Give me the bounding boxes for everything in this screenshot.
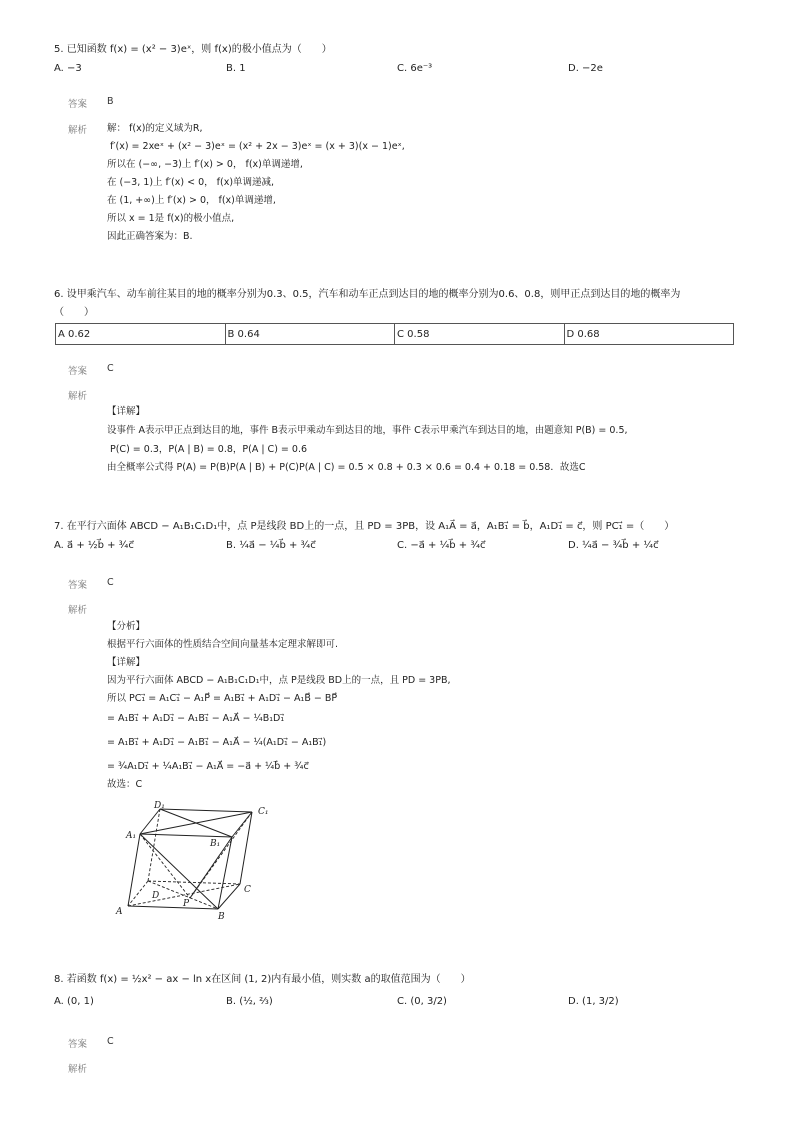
q8-analysis-label: 解析 — [68, 1064, 88, 1075]
q8-answer: C — [107, 1036, 114, 1047]
q7-answer: C — [107, 577, 114, 588]
q6-solution-line: P(C) = 0.3，P(A | B) = 0.8，P(A | C) = 0.6 — [110, 444, 308, 455]
q7-analysis-label: 解析 — [68, 605, 88, 616]
q6-solution-line: 设事件 A表示甲正点到达目的地，事件 B表示甲乘动车到达目的地，事件 C表示甲乘汽车到达目的地，由题意知 P(B) = 0.5, — [107, 425, 628, 436]
q7-answer-label: 答案 — [68, 580, 88, 591]
q5-option-b: B. 1 — [226, 63, 246, 74]
q5-solution-line: 在 (1, +∞)上 f′(x) > 0， f(x)单调递增, — [107, 195, 276, 206]
q8-option-b: B. (½, ⅔) — [226, 996, 273, 1007]
q7-detail-title: 【详解】 — [107, 657, 146, 668]
q7-solution-line: 所以 PC₁⃗ = A₁C₁⃗ − A₁P⃗ = A₁B₁⃗ + A₁D₁⃗ − A₁B⃗ − BP⃗ — [107, 693, 338, 704]
q8-stem: 8. 若函数 f(x) = ½x² − ax − ln x在区间 (1, 2)内有最小值，则实数 a的取值范围为（ ） — [54, 974, 471, 985]
q7-analysis-title: 【分析】 — [107, 621, 146, 632]
q6-option-d: D 0.68 — [566, 328, 600, 340]
q6-stem-continuation: （ ） — [54, 307, 94, 318]
vertex-label: P — [183, 899, 190, 909]
q5-answer-label: 答案 — [68, 99, 88, 110]
q7-option-a: A. a⃗ + ½b⃗ + ¾c⃗ — [54, 540, 134, 551]
vertex-label: B₁ — [210, 839, 221, 849]
q5-solution-line: 所以 x = 1是 f(x)的极小值点, — [107, 213, 235, 224]
q7-solution-line: 因为平行六面体 ABCD − A₁B₁C₁D₁中，点 P是线段 BD上的一点，且 PD = 3PB, — [107, 675, 451, 686]
vertex-label: C — [244, 885, 251, 895]
vertex-label: D₁ — [154, 801, 165, 811]
q7-option-b: B. ¼a⃗ − ¼b⃗ + ¾c⃗ — [226, 540, 316, 551]
q6-answer-label: 答案 — [68, 366, 88, 377]
q6-analysis-label: 解析 — [68, 391, 88, 402]
q7-solution-line: = A₁B₁⃗ + A₁D₁⃗ − A₁B₁⃗ − A₁A⃗ − ¼(A₁D₁⃗ − A₁B₁⃗) — [107, 737, 327, 748]
q6-stem: 6. 设甲乘汽车、动车前往某目的地的概率分别为0.3、0.5，汽车和动车正点到达目的地的概率分别为0.6、0.8，则甲正点到达目的地的概率为 — [54, 289, 681, 300]
q7-option-d: D. ¼a⃗ − ¾b⃗ + ¼c⃗ — [568, 540, 659, 551]
q8-option-c: C. (0, 3/2) — [397, 996, 447, 1007]
q6-options-table — [55, 323, 734, 345]
q5-stem: 5. 已知函数 f(x) = (x² − 3)eˣ，则 f(x)的极小值点为（ ） — [54, 44, 332, 55]
q8-option-d: D. (1, 3/2) — [568, 996, 619, 1007]
q5-solution-line: f′(x) = 2xeˣ + (x² − 3)eˣ = (x² + 2x − 3)eˣ = (x + 3)(x − 1)eˣ, — [110, 141, 405, 152]
vertex-label: D — [152, 891, 160, 901]
q7-solution-line: = A₁B₁⃗ + A₁D₁⃗ − A₁B₁⃗ − A₁A⃗ − ¼B₁D₁⃗ — [107, 713, 285, 724]
q8-option-a: A. (0, 1) — [54, 996, 94, 1007]
q5-solution-line: 因此正确答案为：B. — [107, 231, 193, 242]
q5-option-d: D. −2e — [568, 63, 603, 74]
vertex-label: A₁ — [126, 831, 137, 841]
vertex-label: C₁ — [258, 807, 269, 817]
q7-solution-line: = ¾A₁D₁⃗ + ¼A₁B₁⃗ − A₁A⃗ = −a⃗ + ¼b⃗ + ¾c⃗ — [107, 761, 309, 772]
q6-option-b: B 0.64 — [226, 324, 396, 344]
q7-analysis-text: 根据平行六面体的性质结合空间向量基本定理求解即可. — [107, 639, 339, 650]
q7-stem: 7. 在平行六面体 ABCD − A₁B₁C₁D₁中，点 P是线段 BD上的一点，且 PD = 3PB，设 A₁A⃗ = a⃗，A₁B₁⃗ = b⃗，A₁D₁⃗ = c⃗，则 PC₁⃗ =（ ） — [54, 521, 675, 532]
q5-option-c: C. 6e⁻³ — [397, 63, 433, 74]
q6-detail-title: 【详解】 — [107, 406, 146, 417]
q6-option-c: C 0.58 — [395, 324, 565, 344]
q5-analysis-label: 解析 — [68, 125, 88, 136]
q5-option-a: A. −3 — [54, 63, 82, 74]
q6-answer: C — [107, 363, 114, 374]
q7-option-c: C. −a⃗ + ¼b⃗ + ¾c⃗ — [397, 540, 486, 551]
vertex-label: A — [116, 907, 123, 917]
vertex-label: B — [218, 912, 225, 922]
q5-solution-line: 在 (−3, 1)上 f′(x) < 0， f(x)单调递减, — [107, 177, 275, 188]
q7-solution-line: 故选：C — [107, 779, 143, 790]
q5-solution-line: 所以在 (−∞, −3)上 f′(x) > 0， f(x)单调递增, — [107, 159, 303, 170]
q5-answer: B — [107, 96, 114, 107]
q6-solution-line: 由全概率公式得 P(A) = P(B)P(A | B) + P(C)P(A | C) = 0.5 × 0.8 + 0.3 × 0.6 = 0.4 + 0.18 = 0.58．故选C — [107, 462, 586, 473]
q6-option-a: A 0.62 — [56, 324, 226, 344]
q8-answer-label: 答案 — [68, 1039, 88, 1050]
q5-solution-line: 解： f(x)的定义域为R, — [107, 123, 203, 134]
parallelepiped-figure — [110, 798, 280, 923]
